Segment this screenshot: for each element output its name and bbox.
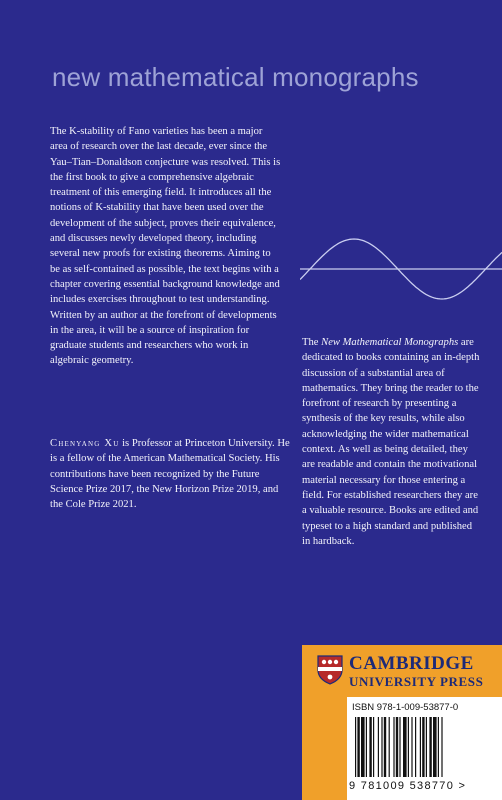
barcode-bar — [369, 717, 371, 777]
series-title: new mathematical monographs — [52, 62, 419, 92]
publisher-panel — [302, 645, 502, 800]
barcode-bar — [411, 717, 412, 777]
barcode-bar — [366, 717, 367, 777]
barcode-bar — [429, 717, 431, 777]
barcode-bar — [355, 717, 356, 777]
series-desc-intro: The — [302, 337, 322, 348]
barcode-bars — [355, 717, 495, 777]
crest-icon — [317, 655, 343, 685]
barcode-bar — [357, 717, 359, 777]
series-desc-text: are dedicated to books containing an in-depth discussion of a substantial area of mathematics. They bring the reader to the forefront of research by presenting a synthesis of the key results, while also acknowledging the wider mathematical context. As well as being detailed, they are readable and contain the motivational material necessary for those entering a field. For established researchers they are a valuable resource. Books are edited and typeset to a high standard and published in hardback. — [302, 337, 480, 547]
barcode-bar — [403, 717, 407, 777]
barcode-bar — [433, 717, 437, 777]
series-description — [302, 335, 480, 549]
barcode-bar — [420, 717, 421, 777]
barcode-bar — [361, 717, 365, 777]
barcode — [347, 697, 502, 800]
sine-wave-graphic — [300, 215, 502, 340]
barcode-bar — [408, 717, 409, 777]
publisher-name: CAMBRIDGE — [349, 653, 474, 674]
author-bio-text: is Professor at Princeton University. He is a fellow of the American Mathematical Society. His contributions have been recognized by the Future Science Prize 2017, the New Horizon Prize 2019, and the Cole Prize 2021. — [50, 438, 290, 511]
barcode-bar — [381, 717, 382, 777]
barcode-bar — [426, 717, 427, 777]
series-name: New Mathematical Monographs — [321, 337, 459, 348]
barcode-bar — [399, 717, 400, 777]
barcode-bar — [415, 717, 416, 777]
barcode-bar — [393, 717, 394, 777]
barcode-bar — [384, 717, 386, 777]
barcode-bar — [422, 717, 424, 777]
barcode-bar — [396, 717, 398, 777]
barcode-bar — [441, 717, 442, 777]
isbn-label: ISBN 978-1-009-53877-0 — [352, 702, 459, 713]
author-name: Chenyang Xu — [50, 438, 120, 449]
book-blurb: The K-stability of Fano varieties has been a major area of research over the last decade, ever since the Yau–Tian–Donaldson conjecture was resolved. This is the first book to give a comprehensive algebraic treatment of this emerging field. It introduces all the notions of K-stability that have been used over the development of the subject, proves their equivalence, and discusses newly developed theory, including several new proofs for existing theorems. Aiming to be as self-contained as possible, the text begins with a chapter covering essential background knowledge and includes exercises throughout to test understanding. Written by an author at the forefront of developments in the area, it will be a source of inspiration for graduate students and researchers who work in algebraic geometry. — [50, 126, 281, 367]
barcode-bar — [438, 717, 439, 777]
barcode-bar — [389, 717, 390, 777]
publisher-subname: UNIVERSITY PRESS — [349, 674, 484, 689]
barcode-bar — [373, 717, 374, 777]
barcode-bar — [378, 717, 379, 777]
barcode-digits: 9 781009 538770 > — [349, 780, 467, 792]
author-bio — [50, 436, 290, 512]
